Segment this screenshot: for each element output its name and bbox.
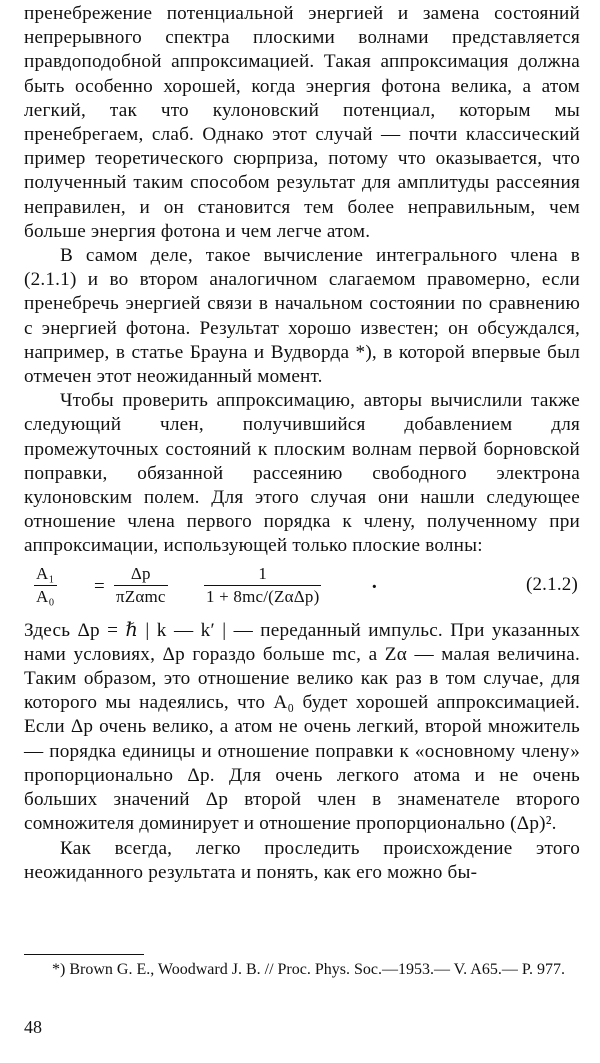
first-factor-numerator: Δp (130, 563, 151, 583)
ratio-fraction (34, 563, 57, 608)
ratio-denominator: A₀ (36, 586, 55, 606)
paragraph-2: В самом деле, такое вычисление интегрального члена в (2.1.1) и во втором аналогичном слагаемом правомерно, если пренебречь энергией связи в начальном состоянии по сравнению с энергией фотона. Результат хорошо известен; он обсуждался, например, в статье Брауна и Вудворда *), в которой впервые был отмечен этот неожиданный момент. (24, 245, 580, 388)
equation-2-1-2 (24, 561, 580, 619)
equation-end-dot: · (371, 575, 378, 598)
first-factor (114, 563, 168, 608)
ratio-numerator: A₁ (36, 563, 55, 583)
page-number: 48 (24, 1017, 42, 1037)
equation-number: (2.1.2) (525, 573, 578, 595)
second-factor-denominator: 1 + 8mc/(ZαΔp) (206, 586, 320, 606)
equals-sign: = (94, 575, 105, 597)
paragraph-3: Чтобы проверить аппроксимацию, авторы вычислили также следующий член, получившийся добавлением для промежуточных состояний к плоским волнам первой борновской поправки, обязанной рассеянию свободного электрона кулоновским полем. Для этого случая они нашли следующее отношение члена первого порядка к члену, полученному при аппроксимации, использующей только плоские волны: (24, 390, 580, 557)
footnote (24, 960, 580, 980)
first-factor-denominator: πZαmc (116, 586, 166, 606)
paragraph-4: Здесь Δp = ℏ | k — k′ | — переданный импульс. При указанных нами условиях, Δp гораздо больше mc, а Zα — малая величина. Таким образом, это отношение велико как раз в том случае, для которого мы надеялись, что A₀ будет хорошей аппроксимацией. Если Δp очень велико, а атом не очень легкий, второй множитель — порядка единицы и отношение поправки к «основному члену» пропорционально Δp. Для очень легкого атома и не очень больших значений Δp второй член в знаменателе второго сомножителя доминирует и отношение пропорционально (Δp)². (24, 619, 580, 835)
body-text (24, 2, 580, 885)
second-factor-numerator: 1 (258, 563, 268, 583)
second-factor (204, 563, 321, 608)
paragraph-1: пренебрежение потенциальной энергией и замена состояний непрерывного спектра плоскими волнами представляется правдоподобной аппроксимацией. Такая аппроксимация должна быть особенно хорошей, когда энергия фотона велика, а атом легкий, так что кулоновский потенциал, которым мы пренебрегаем, слаб. Однако этот случай — почти классический пример теоретического сюрприза, потому что оказывается, что полученный таким способом результат для амплитуды рассеяния неправилен, и он становится тем более неправильным, чем больше энергия фотона и чем легче атом. (24, 3, 580, 242)
footnote-separator (24, 954, 144, 955)
paragraph-5: Как всегда, легко проследить происхождение этого неожиданного результата и понять, как его можно бы- (24, 837, 580, 883)
footnote-text: *) Brown G. E., Woodward J. B. // Proc. Phys. Soc.—1953.— V. A65.— P. 977. (52, 961, 565, 978)
